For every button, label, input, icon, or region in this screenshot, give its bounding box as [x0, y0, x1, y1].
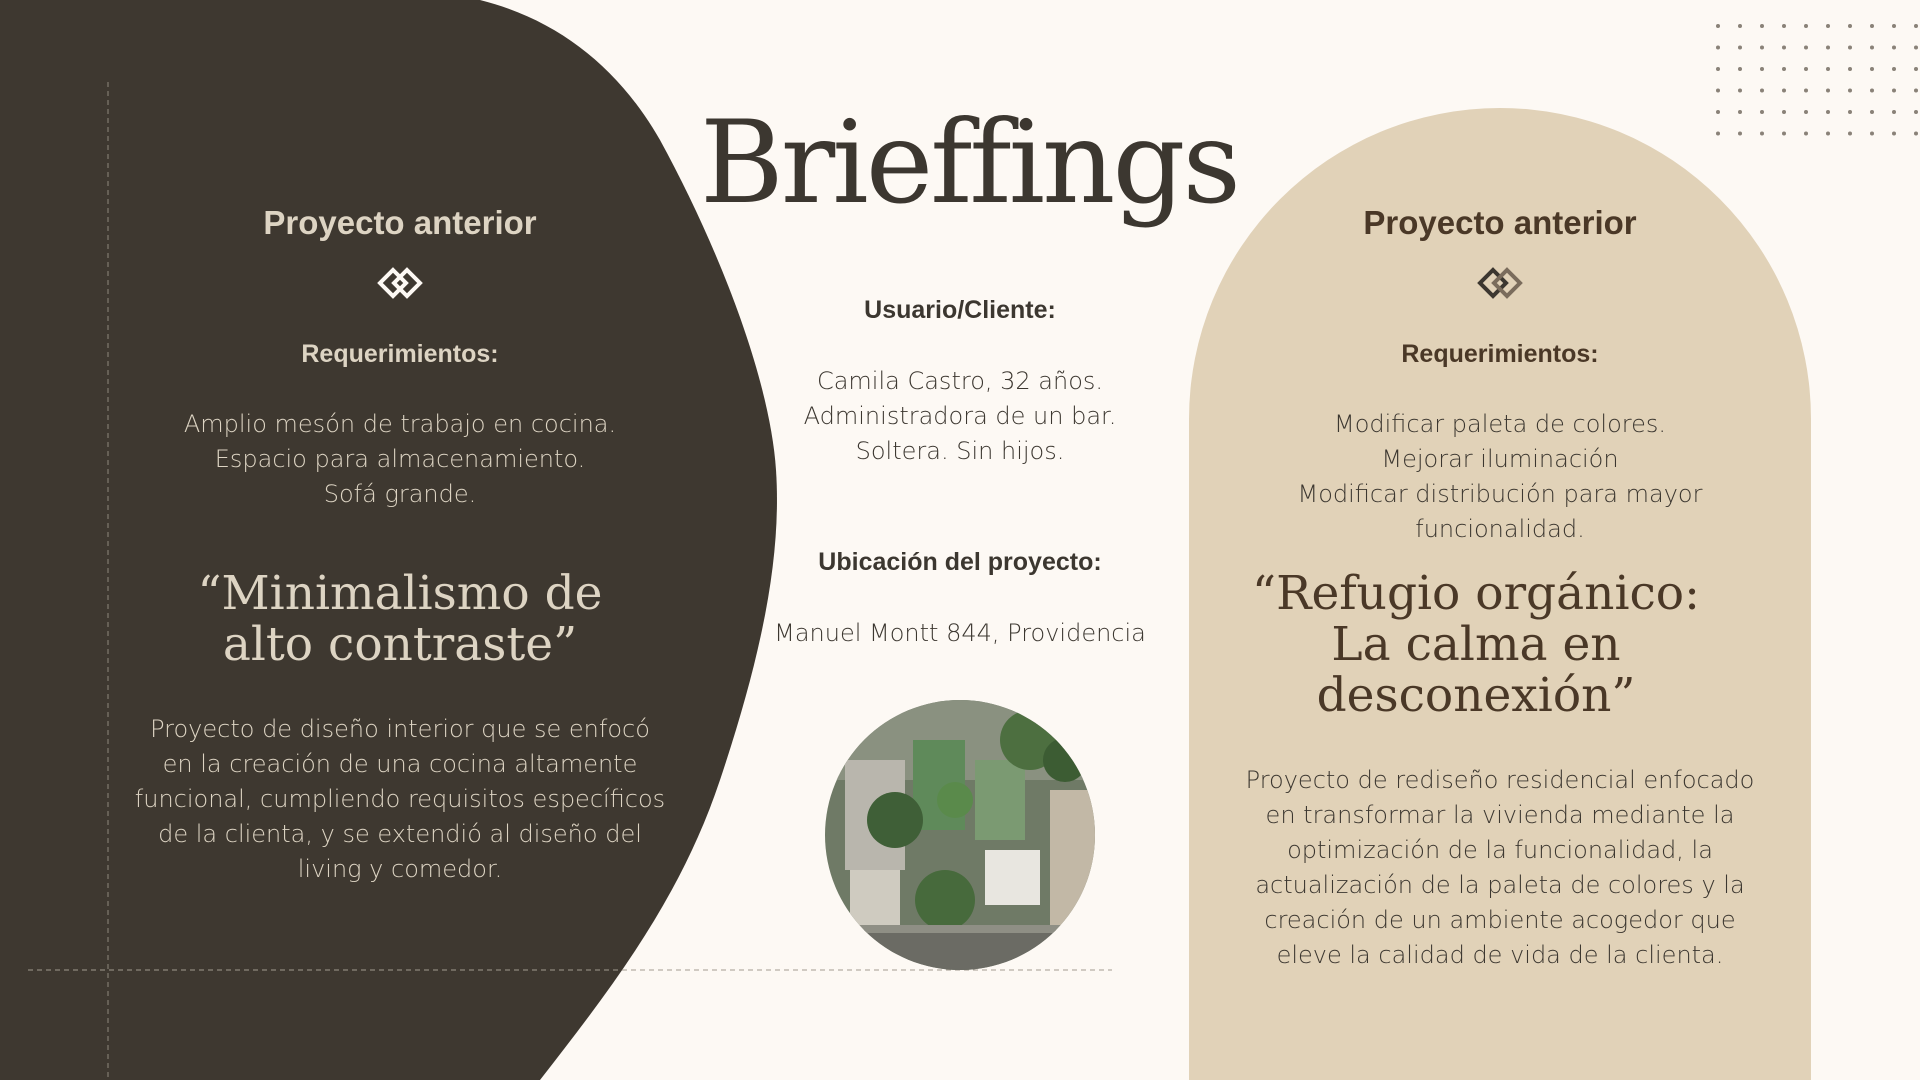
description-line: Proyecto de diseño interior que se enfocó: [150, 715, 650, 743]
decor-dot: [1914, 89, 1918, 93]
requirement-line: Modificar paleta de colores.: [1333, 410, 1667, 438]
decor-dot: [1848, 110, 1852, 114]
decor-dot: [1870, 132, 1874, 136]
requirement-line: Amplio mesón de trabajo en cocina.: [183, 410, 617, 438]
page-title: Brieffings: [700, 96, 1238, 229]
description-line: en la creación de una cocina altamente: [162, 750, 638, 778]
description-line: eleve la calidad de vida de la clienta.: [1276, 941, 1724, 969]
decor-dot: [1826, 132, 1830, 136]
decor-dot: [1892, 24, 1896, 28]
decor-dot: [1804, 132, 1808, 136]
decor-dot: [1782, 67, 1786, 71]
decor-dot: [1782, 132, 1786, 136]
decor-dot: [1870, 89, 1874, 93]
right-section-heading: Proyecto anterior: [1363, 204, 1637, 241]
client-heading: Usuario/Cliente:: [864, 296, 1056, 324]
description-line: Proyecto de rediseño residencial enfocado: [1245, 766, 1755, 794]
left-project-column: [130, 0, 670, 1080]
description-line: actualización de la paleta de colores y la: [1255, 871, 1745, 899]
requirement-line: Espacio para almacenamiento.: [214, 445, 586, 473]
right-requirements-list: [1230, 407, 1770, 547]
description-line: living y comedor.: [297, 855, 503, 883]
client-details: [760, 364, 1160, 469]
right-description: [1230, 763, 1770, 973]
quote-line: “Minimalismo de: [197, 566, 603, 621]
decor-dot: [1892, 67, 1896, 71]
decor-dot: [1914, 24, 1918, 28]
requirement-line: Mejorar iluminación: [1381, 445, 1619, 473]
left-section-heading: Proyecto anterior: [263, 204, 537, 241]
decor-dot: [1826, 46, 1830, 50]
diamond-ornament-icon: [1476, 266, 1524, 300]
decor-dot: [1782, 24, 1786, 28]
client-line: Camila Castro, 32 años.: [816, 367, 1104, 395]
client-line: Soltera. Sin hijos.: [855, 437, 1065, 465]
location-heading: Ubicación del proyecto:: [818, 548, 1102, 576]
decor-dot: [1826, 67, 1830, 71]
requirement-line: Modificar distribución para mayor: [1297, 480, 1703, 508]
right-quote: [1206, 568, 1746, 721]
decor-dot: [1782, 46, 1786, 50]
quote-line: alto contraste”: [222, 617, 578, 672]
left-quote: [130, 568, 670, 670]
decor-dot: [1914, 46, 1918, 50]
location-text: [760, 616, 1160, 651]
decor-dot: [1870, 46, 1874, 50]
description-line: funcional, cumpliendo requisitos específicos: [134, 785, 666, 813]
client-line: Administradora de un bar.: [803, 402, 1117, 430]
decor-dot: [1804, 46, 1808, 50]
location-address: Manuel Montt 844, Providencia: [774, 619, 1146, 647]
decor-dot: [1848, 132, 1852, 136]
description-line: en transformar la vivienda mediante la: [1265, 801, 1735, 829]
quote-line: “Refugio orgánico:: [1252, 566, 1700, 621]
decor-dot: [1782, 110, 1786, 114]
decor-dot: [1804, 67, 1808, 71]
left-requirements-list: [130, 407, 670, 512]
decor-dot: [1892, 110, 1896, 114]
decor-dot: [1914, 67, 1918, 71]
decor-dot: [1892, 132, 1896, 136]
left-requirements-heading: Requerimientos:: [301, 340, 499, 368]
decor-dot: [1804, 110, 1808, 114]
decor-dot: [1870, 110, 1874, 114]
decor-dot: [1826, 24, 1830, 28]
quote-line: La calma en: [1331, 617, 1621, 672]
decor-dot: [1848, 89, 1852, 93]
decor-dot: [1892, 46, 1896, 50]
decor-dot: [1826, 110, 1830, 114]
decor-dot: [1914, 132, 1918, 136]
description-line: creación de un ambiente acogedor que: [1264, 906, 1736, 934]
left-description: [130, 712, 670, 887]
decor-dot: [1914, 110, 1918, 114]
quote-line: desconexión”: [1316, 668, 1636, 723]
decor-dot: [1804, 24, 1808, 28]
right-requirements-heading: Requerimientos:: [1401, 340, 1599, 368]
decor-dot: [1848, 24, 1852, 28]
requirement-line: funcionalidad.: [1415, 515, 1585, 543]
diamond-ornament-icon: [376, 266, 424, 300]
decor-dot: [1892, 89, 1896, 93]
decor-dot: [1804, 89, 1808, 93]
decor-dot: [1782, 89, 1786, 93]
decor-dot: [1848, 46, 1852, 50]
aerial-map-photo: [825, 700, 1095, 970]
decor-dot: [1826, 89, 1830, 93]
decor-dot: [1870, 67, 1874, 71]
description-line: optimización de la funcionalidad, la: [1287, 836, 1713, 864]
requirement-line: Sofá grande.: [323, 480, 477, 508]
right-project-column: [1230, 0, 1770, 1080]
decor-dot: [1870, 24, 1874, 28]
description-line: de la clienta, y se extendió al diseño del: [158, 820, 642, 848]
decor-dot: [1848, 67, 1852, 71]
